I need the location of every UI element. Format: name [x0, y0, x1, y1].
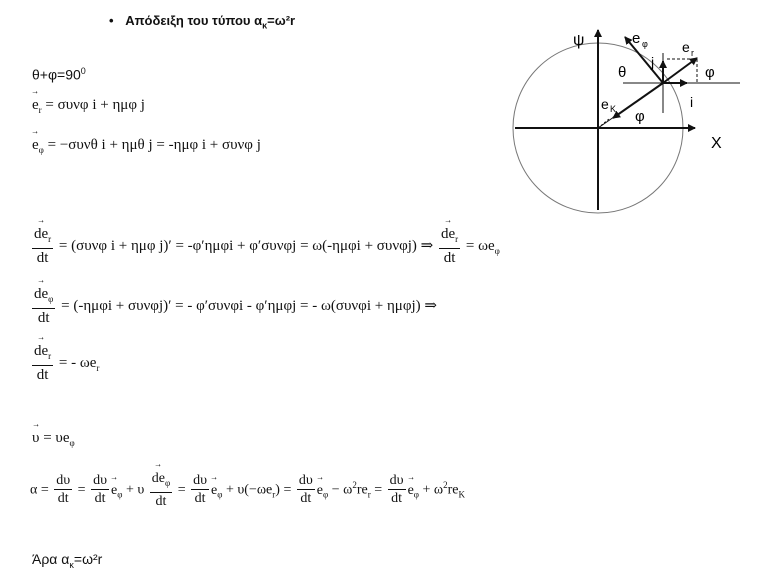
result-sub: r: [96, 362, 100, 373]
ephi-rhs: = −συνθ i + ημθ j = -ημφ i + συνφ j: [47, 137, 261, 153]
frac-num: dυ: [56, 473, 71, 489]
unit-vector: → e: [111, 483, 117, 499]
label-j: j: [651, 54, 655, 70]
frac-num: dυ: [93, 473, 108, 489]
polar-unit-vector-diagram: [505, 15, 750, 215]
label-ek-sub: K: [610, 104, 617, 114]
angle-relation-sup: 0: [80, 66, 86, 76]
sub: φ: [117, 489, 123, 500]
acceleration-equation: [30, 470, 465, 511]
frac-num: dυ: [389, 473, 404, 489]
label-phi-right: φ: [705, 64, 715, 81]
accel-frac-6: [388, 472, 406, 508]
result-sub: φ: [494, 245, 500, 256]
title-rest: =ω²r: [267, 13, 296, 28]
label-er: e: [682, 39, 690, 55]
frac-num: → de: [441, 226, 455, 243]
term: − ω: [331, 482, 353, 498]
velocity-symbol: → υ: [32, 430, 39, 447]
frac-den: dt: [94, 491, 106, 507]
derivative-er-result-line: [30, 343, 99, 384]
label-theta: θ: [618, 64, 627, 81]
er-sub: r: [38, 105, 42, 115]
frac-den: dt: [155, 493, 167, 509]
velocity-equation: [32, 430, 75, 448]
sub: r: [272, 489, 276, 500]
unit-vector: → e: [408, 483, 414, 499]
frac-num: → de: [152, 470, 165, 487]
label-er-sub: r: [691, 48, 694, 58]
angle-relation-text: θ+φ=90: [32, 66, 81, 83]
er-rhs: = συνφ i + ημφ j: [45, 97, 145, 113]
frac-num-sub: φ: [164, 477, 171, 488]
frac-num-sub: r: [48, 351, 52, 361]
sub: K: [458, 489, 465, 500]
label-ephi-sub: φ: [642, 39, 648, 49]
accel-frac-1: [54, 472, 72, 508]
er-symbol: → e: [32, 97, 39, 114]
conclusion-text: Άρα α: [32, 551, 70, 567]
fraction-der-ephi: [32, 286, 55, 327]
term: + υ: [125, 482, 145, 498]
fraction-der-er: [32, 226, 53, 267]
er-vector: [663, 58, 697, 83]
frac-den: dt: [443, 250, 456, 266]
fraction-der-result: [32, 343, 53, 384]
label-y: ψ: [573, 32, 585, 49]
sub: φ: [323, 489, 329, 500]
frac-den: dt: [391, 491, 403, 507]
accel-frac-5: [297, 472, 315, 508]
accel-frac-2: [91, 472, 109, 508]
equals: =: [177, 482, 186, 498]
equation-er: [32, 97, 145, 115]
label-x: X: [711, 135, 722, 152]
frac-den: dt: [300, 491, 312, 507]
conclusion: [32, 551, 102, 570]
frac-num: → de: [34, 343, 48, 360]
sup: 2: [352, 479, 357, 490]
frac-num: dυ: [193, 473, 208, 489]
accel-lhs: α =: [30, 482, 49, 498]
angle-relation: [32, 66, 86, 83]
frac-den: dt: [37, 310, 50, 326]
unit-vector: → e: [211, 483, 217, 499]
term: + υ(−ωe: [225, 482, 273, 498]
sub: φ: [217, 489, 223, 500]
derivative-er-result: = ωe: [465, 237, 495, 254]
frac-num: → de: [34, 286, 48, 303]
equation-ephi: [32, 137, 261, 155]
accel-frac-4: [191, 472, 209, 508]
derivative-er-middle: = (συνφ i + ημφ j)′ = -φ′ημφi + φ′συνφj = ω(-ημφi + συνφj) ⇒: [58, 237, 434, 254]
frac-num-sub: r: [48, 234, 52, 244]
term: re: [356, 482, 368, 498]
section-title: [109, 13, 295, 31]
ephi-sub: φ: [38, 145, 44, 155]
accel-frac-3: [150, 470, 172, 511]
frac-num: dυ: [298, 473, 313, 489]
velocity-rhs: = υe: [43, 430, 70, 446]
velocity-rhs-sub: φ: [69, 438, 75, 448]
conclusion-rest: =ω²r: [73, 551, 103, 567]
bullet: •: [109, 13, 114, 28]
label-ek: e: [601, 96, 609, 112]
label-phi-bottom: φ: [635, 108, 645, 125]
conclusion-sub: κ: [69, 559, 74, 570]
fraction-der-er-2: [439, 226, 460, 267]
sub: φ: [413, 489, 419, 500]
frac-den: dt: [36, 250, 49, 266]
frac-den: dt: [194, 491, 206, 507]
unit-vector: → e: [317, 483, 323, 499]
derivative-result-rhs: = - ωe: [58, 354, 97, 371]
derivative-ephi-line: [30, 286, 437, 327]
label-ephi: e: [632, 30, 641, 47]
sup: 2: [443, 479, 448, 490]
frac-num-sub: φ: [48, 294, 54, 304]
term: re: [447, 482, 459, 498]
equals: =: [374, 482, 383, 498]
ephi-symbol: → e: [32, 137, 39, 154]
equals: =: [77, 482, 86, 498]
label-i: i: [690, 94, 694, 110]
frac-den: dt: [57, 491, 69, 507]
frac-num: → de: [34, 226, 48, 243]
frac-den: dt: [36, 367, 49, 383]
sub: r: [367, 489, 371, 500]
term: + ω: [422, 482, 444, 498]
derivative-er-line: [30, 226, 500, 267]
term: ) =: [275, 482, 292, 498]
derivative-ephi-middle: = (-ημφi + συνφj)′ = - φ′συνφi - φ′ημφj = - ω(συνφi + ημφj) ⇒: [61, 297, 437, 314]
title-sub: κ: [262, 20, 268, 31]
frac-num-sub: r: [455, 234, 459, 244]
title-text: Απόδειξη του τύπου α: [125, 13, 263, 28]
